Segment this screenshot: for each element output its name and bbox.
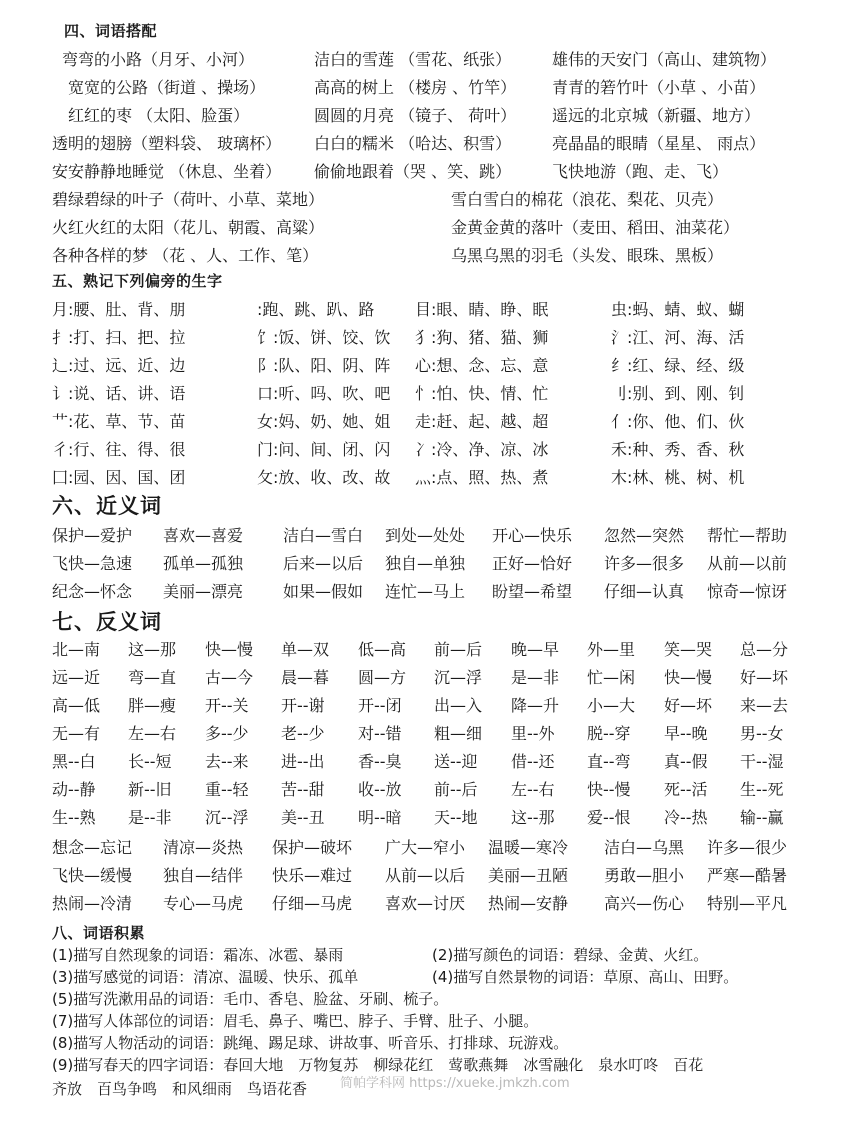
antonym-row bbox=[0, 748, 841, 776]
synonym-row bbox=[0, 578, 841, 606]
accumulation-item: (9)描写春天的四字词语：春回大地 万物复苏 柳绿花红 莺歌燕舞 冰雪融化 泉水叮咚 百花 bbox=[52, 1056, 704, 1074]
antonym-pair: 无—有 bbox=[52, 724, 101, 743]
antonym-row bbox=[0, 834, 841, 862]
synonym-pair: 连忙—马上 bbox=[385, 582, 466, 601]
antonym-pair: 独自—结伴 bbox=[163, 866, 244, 885]
collocation-item: 弯弯的小路（月牙、小河） bbox=[62, 50, 255, 69]
antonym-pair: 是--非 bbox=[128, 808, 172, 827]
antonym-row bbox=[0, 720, 841, 748]
synonym-row bbox=[0, 550, 841, 578]
antonym-pair: 忙—闲 bbox=[587, 668, 636, 687]
radical-group: 彳:行、往、得、很 bbox=[52, 440, 186, 459]
collocation-row bbox=[0, 130, 841, 158]
antonym-pair: 专心—马虎 bbox=[163, 894, 244, 913]
antonym-pair: 严寒—酷暑 bbox=[707, 866, 788, 885]
collocation-item: 透明的翅膀（塑料袋、 玻璃杯） bbox=[52, 134, 282, 153]
radical-row bbox=[0, 464, 841, 492]
collocation-item: 雄伟的天安门（高山、建筑物） bbox=[552, 50, 777, 69]
radical-group: 灬:点、照、热、煮 bbox=[415, 468, 549, 487]
antonym-pair: 开--关 bbox=[205, 696, 249, 715]
antonym-pair: 死--活 bbox=[664, 780, 708, 799]
synonym-pair: 盼望—希望 bbox=[492, 582, 573, 601]
radical-group: 忄:怕、快、情、忙 bbox=[415, 384, 549, 403]
collocation-item: 雪白雪白的棉花（浪花、梨花、贝壳） bbox=[451, 190, 724, 209]
collocation-item: 高高的树上 （楼房 、竹竿） bbox=[314, 78, 517, 97]
accumulation-item: (3)描写感觉的词语：清凉、温暖、快乐、孤单 bbox=[52, 968, 359, 986]
synonym-pair: 许多—很多 bbox=[604, 554, 685, 573]
antonym-pair: 许多—很少 bbox=[707, 838, 788, 857]
collocation-item: 偷偷地跟着（哭 、笑、跳） bbox=[314, 162, 512, 181]
antonym-pair: 天--地 bbox=[434, 808, 478, 827]
collocation-row bbox=[0, 186, 841, 214]
antonym-pair: 多--少 bbox=[205, 724, 249, 743]
section-title: 六、近义词 bbox=[52, 494, 162, 518]
antonym-pair: 早--晚 bbox=[664, 724, 708, 743]
synonym-pair: 独自—单独 bbox=[385, 554, 466, 573]
collocation-item: 金黄金黄的落叶（麦田、稻田、油菜花） bbox=[451, 218, 740, 237]
radical-group: 走:赶、起、越、超 bbox=[415, 412, 549, 431]
antonym-pair: 降—升 bbox=[511, 696, 560, 715]
synonym-pair: 惊奇—惊讶 bbox=[707, 582, 788, 601]
radical-group: 目:眼、睛、睁、眠 bbox=[415, 300, 549, 319]
antonym-pair: 新--旧 bbox=[128, 780, 172, 799]
radical-group: 辶:过、远、近、边 bbox=[52, 356, 186, 375]
synonym-pair: 帮忙—帮助 bbox=[707, 526, 788, 545]
antonym-pair: 快乐—难过 bbox=[272, 866, 353, 885]
accumulation-item: (2)描写颜色的词语：碧绿、金黄、火红。 bbox=[432, 946, 709, 964]
antonym-pair: 前—后 bbox=[434, 640, 483, 659]
antonym-pair: 从前—以后 bbox=[385, 866, 466, 885]
antonym-pair: 爱--恨 bbox=[587, 808, 631, 827]
antonym-pair: 单—双 bbox=[281, 640, 330, 659]
antonym-pair: 明--暗 bbox=[358, 808, 402, 827]
antonym-pair: 脱--穿 bbox=[587, 724, 631, 743]
antonym-pair: 送--迎 bbox=[434, 752, 478, 771]
antonym-pair: 沉--浮 bbox=[205, 808, 249, 827]
synonym-pair: 正好—恰好 bbox=[492, 554, 573, 573]
collocation-row bbox=[0, 102, 841, 130]
antonym-pair: 好—坏 bbox=[664, 696, 713, 715]
antonym-pair: 沉—浮 bbox=[434, 668, 483, 687]
antonym-pair: 保护—破坏 bbox=[272, 838, 353, 857]
antonym-pair: 高—低 bbox=[52, 696, 101, 715]
collocation-item: 飞快地游（跑、走、飞） bbox=[552, 162, 729, 181]
collocation-item: 白白的糯米 （哈达、积雪） bbox=[314, 134, 512, 153]
accumulation-item: (7)描写人体部位的词语：眉毛、鼻子、嘴巴、脖子、手臂、肚子、小腿。 bbox=[52, 1012, 539, 1030]
radical-group: :跑、跳、趴、路 bbox=[257, 300, 375, 319]
antonym-pair: 温暖—寒冷 bbox=[488, 838, 569, 857]
antonym-pair: 小—大 bbox=[587, 696, 636, 715]
antonym-pair: 胖—瘦 bbox=[128, 696, 177, 715]
antonym-pair: 晚—早 bbox=[511, 640, 560, 659]
synonym-pair: 美丽—漂亮 bbox=[163, 582, 244, 601]
antonym-row bbox=[0, 692, 841, 720]
antonym-pair: 输--赢 bbox=[740, 808, 784, 827]
collocation-item: 乌黑乌黑的羽毛（头发、眼珠、黑板） bbox=[451, 246, 724, 265]
collocation-item: 碧绿碧绿的叶子（荷叶、小草、菜地） bbox=[52, 190, 325, 209]
antonym-pair: 真--假 bbox=[664, 752, 708, 771]
antonym-pair: 美--丑 bbox=[281, 808, 325, 827]
collocation-item: 宽宽的公路（街道 、操场） bbox=[68, 78, 266, 97]
collocation-row bbox=[0, 214, 841, 242]
antonym-pair: 直--弯 bbox=[587, 752, 631, 771]
antonym-pair: 勇敢—胆小 bbox=[604, 866, 685, 885]
synonym-pair: 开心—快乐 bbox=[492, 526, 573, 545]
antonym-pair: 北—南 bbox=[52, 640, 101, 659]
antonym-pair: 动--静 bbox=[52, 780, 96, 799]
radical-group: 月:腰、肚、背、朋 bbox=[52, 300, 186, 319]
radical-group: 木:林、桃、树、机 bbox=[611, 468, 745, 487]
antonym-pair: 低—高 bbox=[358, 640, 407, 659]
radical-row bbox=[0, 380, 841, 408]
radical-row bbox=[0, 324, 841, 352]
antonym-pair: 晨—暮 bbox=[281, 668, 330, 687]
synonym-pair: 保护—爱护 bbox=[52, 526, 133, 545]
antonym-pair: 高兴—伤心 bbox=[604, 894, 685, 913]
collocation-row bbox=[0, 46, 841, 74]
synonym-pair: 从前—以前 bbox=[707, 554, 788, 573]
radical-group: 虫:蚂、蜻、蚁、蝴 bbox=[611, 300, 745, 319]
antonym-pair: 快—慢 bbox=[664, 668, 713, 687]
antonym-pair: 洁白—乌黑 bbox=[604, 838, 685, 857]
antonym-pair: 生--熟 bbox=[52, 808, 96, 827]
antonym-pair: 热闹—冷清 bbox=[52, 894, 133, 913]
antonym-pair: 远—近 bbox=[52, 668, 101, 687]
accumulation-item: 齐放 百鸟争鸣 和风细雨 鸟语花香 bbox=[52, 1080, 308, 1098]
synonym-pair: 孤单—孤独 bbox=[163, 554, 244, 573]
collocation-item: 洁白的雪莲 （雪花、纸张） bbox=[314, 50, 512, 69]
antonym-pair: 冷--热 bbox=[664, 808, 708, 827]
antonym-pair: 特别—平凡 bbox=[707, 894, 788, 913]
radical-group: 口:听、吗、吹、吧 bbox=[257, 384, 391, 403]
radical-group: 女:妈、奶、她、姐 bbox=[257, 412, 391, 431]
synonym-pair: 忽然—突然 bbox=[604, 526, 685, 545]
antonym-pair: 这—那 bbox=[128, 640, 177, 659]
synonym-pair: 洁白—雪白 bbox=[283, 526, 364, 545]
antonym-row bbox=[0, 890, 841, 918]
section-title: 四、词语搭配 bbox=[64, 22, 158, 40]
collocation-item: 遥远的北京城（新疆、地方） bbox=[552, 106, 761, 125]
antonym-pair: 开--闭 bbox=[358, 696, 402, 715]
radical-group: 纟:红、绿、经、级 bbox=[611, 356, 745, 375]
antonym-pair: 想念—忘记 bbox=[52, 838, 133, 857]
synonym-pair: 飞快—急速 bbox=[52, 554, 133, 573]
antonym-pair: 笑—哭 bbox=[664, 640, 713, 659]
accumulation-item: (1)描写自然现象的词语：霜冻、冰雹、暴雨 bbox=[52, 946, 344, 964]
collocation-row bbox=[0, 242, 841, 270]
radical-group: 犭:狗、猪、猫、狮 bbox=[415, 328, 549, 347]
radical-group: 饣:饭、饼、饺、饮 bbox=[257, 328, 391, 347]
synonym-pair: 到处—处处 bbox=[385, 526, 466, 545]
radical-group: 冫:冷、净、凉、冰 bbox=[415, 440, 549, 459]
synonym-pair: 后来—以后 bbox=[283, 554, 364, 573]
antonym-pair: 飞快—缓慢 bbox=[52, 866, 133, 885]
collocation-row bbox=[0, 74, 841, 102]
antonym-pair: 香--臭 bbox=[358, 752, 402, 771]
radical-group: 艹:花、草、节、苗 bbox=[52, 412, 186, 431]
radical-group: 心:想、念、忘、意 bbox=[415, 356, 549, 375]
radical-group: 禾:种、秀、香、秋 bbox=[611, 440, 745, 459]
antonym-pair: 左--右 bbox=[511, 780, 555, 799]
antonym-pair: 总—分 bbox=[740, 640, 789, 659]
radical-group: 阝:队、阳、阴、阵 bbox=[257, 356, 391, 375]
antonym-pair: 热闹—安静 bbox=[488, 894, 569, 913]
antonym-pair: 快--慢 bbox=[587, 780, 631, 799]
section-title: 五、熟记下列偏旁的生字 bbox=[52, 272, 223, 290]
radical-group: 讠:说、话、讲、语 bbox=[52, 384, 186, 403]
antonym-pair: 干--湿 bbox=[740, 752, 784, 771]
synonym-pair: 如果—假如 bbox=[283, 582, 364, 601]
antonym-pair: 圆—方 bbox=[358, 668, 407, 687]
section-title: 八、词语积累 bbox=[52, 924, 146, 942]
antonym-row bbox=[0, 664, 841, 692]
synonym-pair: 仔细—认真 bbox=[604, 582, 685, 601]
antonym-pair: 男--女 bbox=[740, 724, 784, 743]
antonym-pair: 古—今 bbox=[205, 668, 254, 687]
antonym-pair: 清凉—炎热 bbox=[163, 838, 244, 857]
radical-row bbox=[0, 408, 841, 436]
antonym-pair: 快—慢 bbox=[205, 640, 254, 659]
watermark-text: 简帕学科网 https://xueke.jmkzh.com bbox=[340, 1076, 570, 1091]
antonym-pair: 出—入 bbox=[434, 696, 483, 715]
accumulation-item: (4)描写自然景物的词语：草原、高山、田野。 bbox=[432, 968, 739, 986]
radical-row bbox=[0, 296, 841, 324]
radical-row bbox=[0, 352, 841, 380]
antonym-pair: 苦--甜 bbox=[281, 780, 325, 799]
radical-group: 扌:打、扫、把、拉 bbox=[52, 328, 186, 347]
antonym-pair: 进--出 bbox=[281, 752, 325, 771]
antonym-pair: 老--少 bbox=[281, 724, 325, 743]
collocation-row bbox=[0, 158, 841, 186]
antonym-pair: 美丽—丑陋 bbox=[488, 866, 569, 885]
accumulation-item: (8)描写人物活动的词语：跳绳、踢足球、讲故事、听音乐、打排球、玩游戏。 bbox=[52, 1034, 569, 1052]
antonym-pair: 粗—细 bbox=[434, 724, 483, 743]
radical-group: 囗:园、因、国、团 bbox=[52, 468, 186, 487]
antonym-pair: 黑--白 bbox=[52, 752, 96, 771]
antonym-pair: 收--放 bbox=[358, 780, 402, 799]
radical-row bbox=[0, 436, 841, 464]
synonym-row bbox=[0, 522, 841, 550]
collocation-item: 安安静静地睡觉 （休息、坐着） bbox=[52, 162, 282, 181]
collocation-item: 红红的枣 （太阳、脸蛋） bbox=[68, 106, 250, 125]
collocation-item: 青青的箬竹叶（小草 、小苗） bbox=[552, 78, 766, 97]
radical-group: 氵:江、河、海、活 bbox=[611, 328, 745, 347]
collocation-item: 亮晶晶的眼睛（星星、 雨点） bbox=[552, 134, 766, 153]
radical-group: 门:问、间、闭、闪 bbox=[257, 440, 391, 459]
section-title: 七、反义词 bbox=[52, 610, 162, 634]
collocation-item: 火红火红的太阳（花儿、朝霞、高粱） bbox=[52, 218, 325, 237]
antonym-pair: 开--谢 bbox=[281, 696, 325, 715]
antonym-pair: 弯—直 bbox=[128, 668, 177, 687]
antonym-row bbox=[0, 776, 841, 804]
antonym-row bbox=[0, 862, 841, 890]
antonym-pair: 左—右 bbox=[128, 724, 177, 743]
antonym-pair: 重--轻 bbox=[205, 780, 249, 799]
antonym-pair: 去--来 bbox=[205, 752, 249, 771]
antonym-pair: 好—坏 bbox=[740, 668, 789, 687]
antonym-pair: 广大—窄小 bbox=[385, 838, 466, 857]
collocation-item: 圆圆的月亮 （镜子、 荷叶） bbox=[314, 106, 517, 125]
antonym-pair: 仔细—马虎 bbox=[272, 894, 353, 913]
accumulation-item: (5)描写洗漱用品的词语：毛巾、香皂、脸盆、牙刷、梳子。 bbox=[52, 990, 449, 1008]
antonym-pair: 前--后 bbox=[434, 780, 478, 799]
antonym-pair: 来—去 bbox=[740, 696, 789, 715]
antonym-pair: 对--错 bbox=[358, 724, 402, 743]
antonym-pair: 里--外 bbox=[511, 724, 555, 743]
antonym-pair: 喜欢—讨厌 bbox=[385, 894, 466, 913]
radical-group: 亻:你、他、们、伙 bbox=[611, 412, 745, 431]
synonym-pair: 纪念—怀念 bbox=[52, 582, 133, 601]
antonym-pair: 生--死 bbox=[740, 780, 784, 799]
synonym-pair: 喜欢—喜爱 bbox=[163, 526, 244, 545]
antonym-pair: 借--还 bbox=[511, 752, 555, 771]
antonym-pair: 长--短 bbox=[128, 752, 172, 771]
antonym-pair: 这--那 bbox=[511, 808, 555, 827]
antonym-pair: 外—里 bbox=[587, 640, 636, 659]
antonym-row bbox=[0, 804, 841, 832]
antonym-pair: 是—非 bbox=[511, 668, 560, 687]
radical-group: 刂:别、到、刚、钊 bbox=[611, 384, 745, 403]
radical-group: 攵:放、收、改、故 bbox=[257, 468, 391, 487]
antonym-row bbox=[0, 636, 841, 664]
collocation-item: 各种各样的梦 （花 、人、工作、笔） bbox=[52, 246, 319, 265]
